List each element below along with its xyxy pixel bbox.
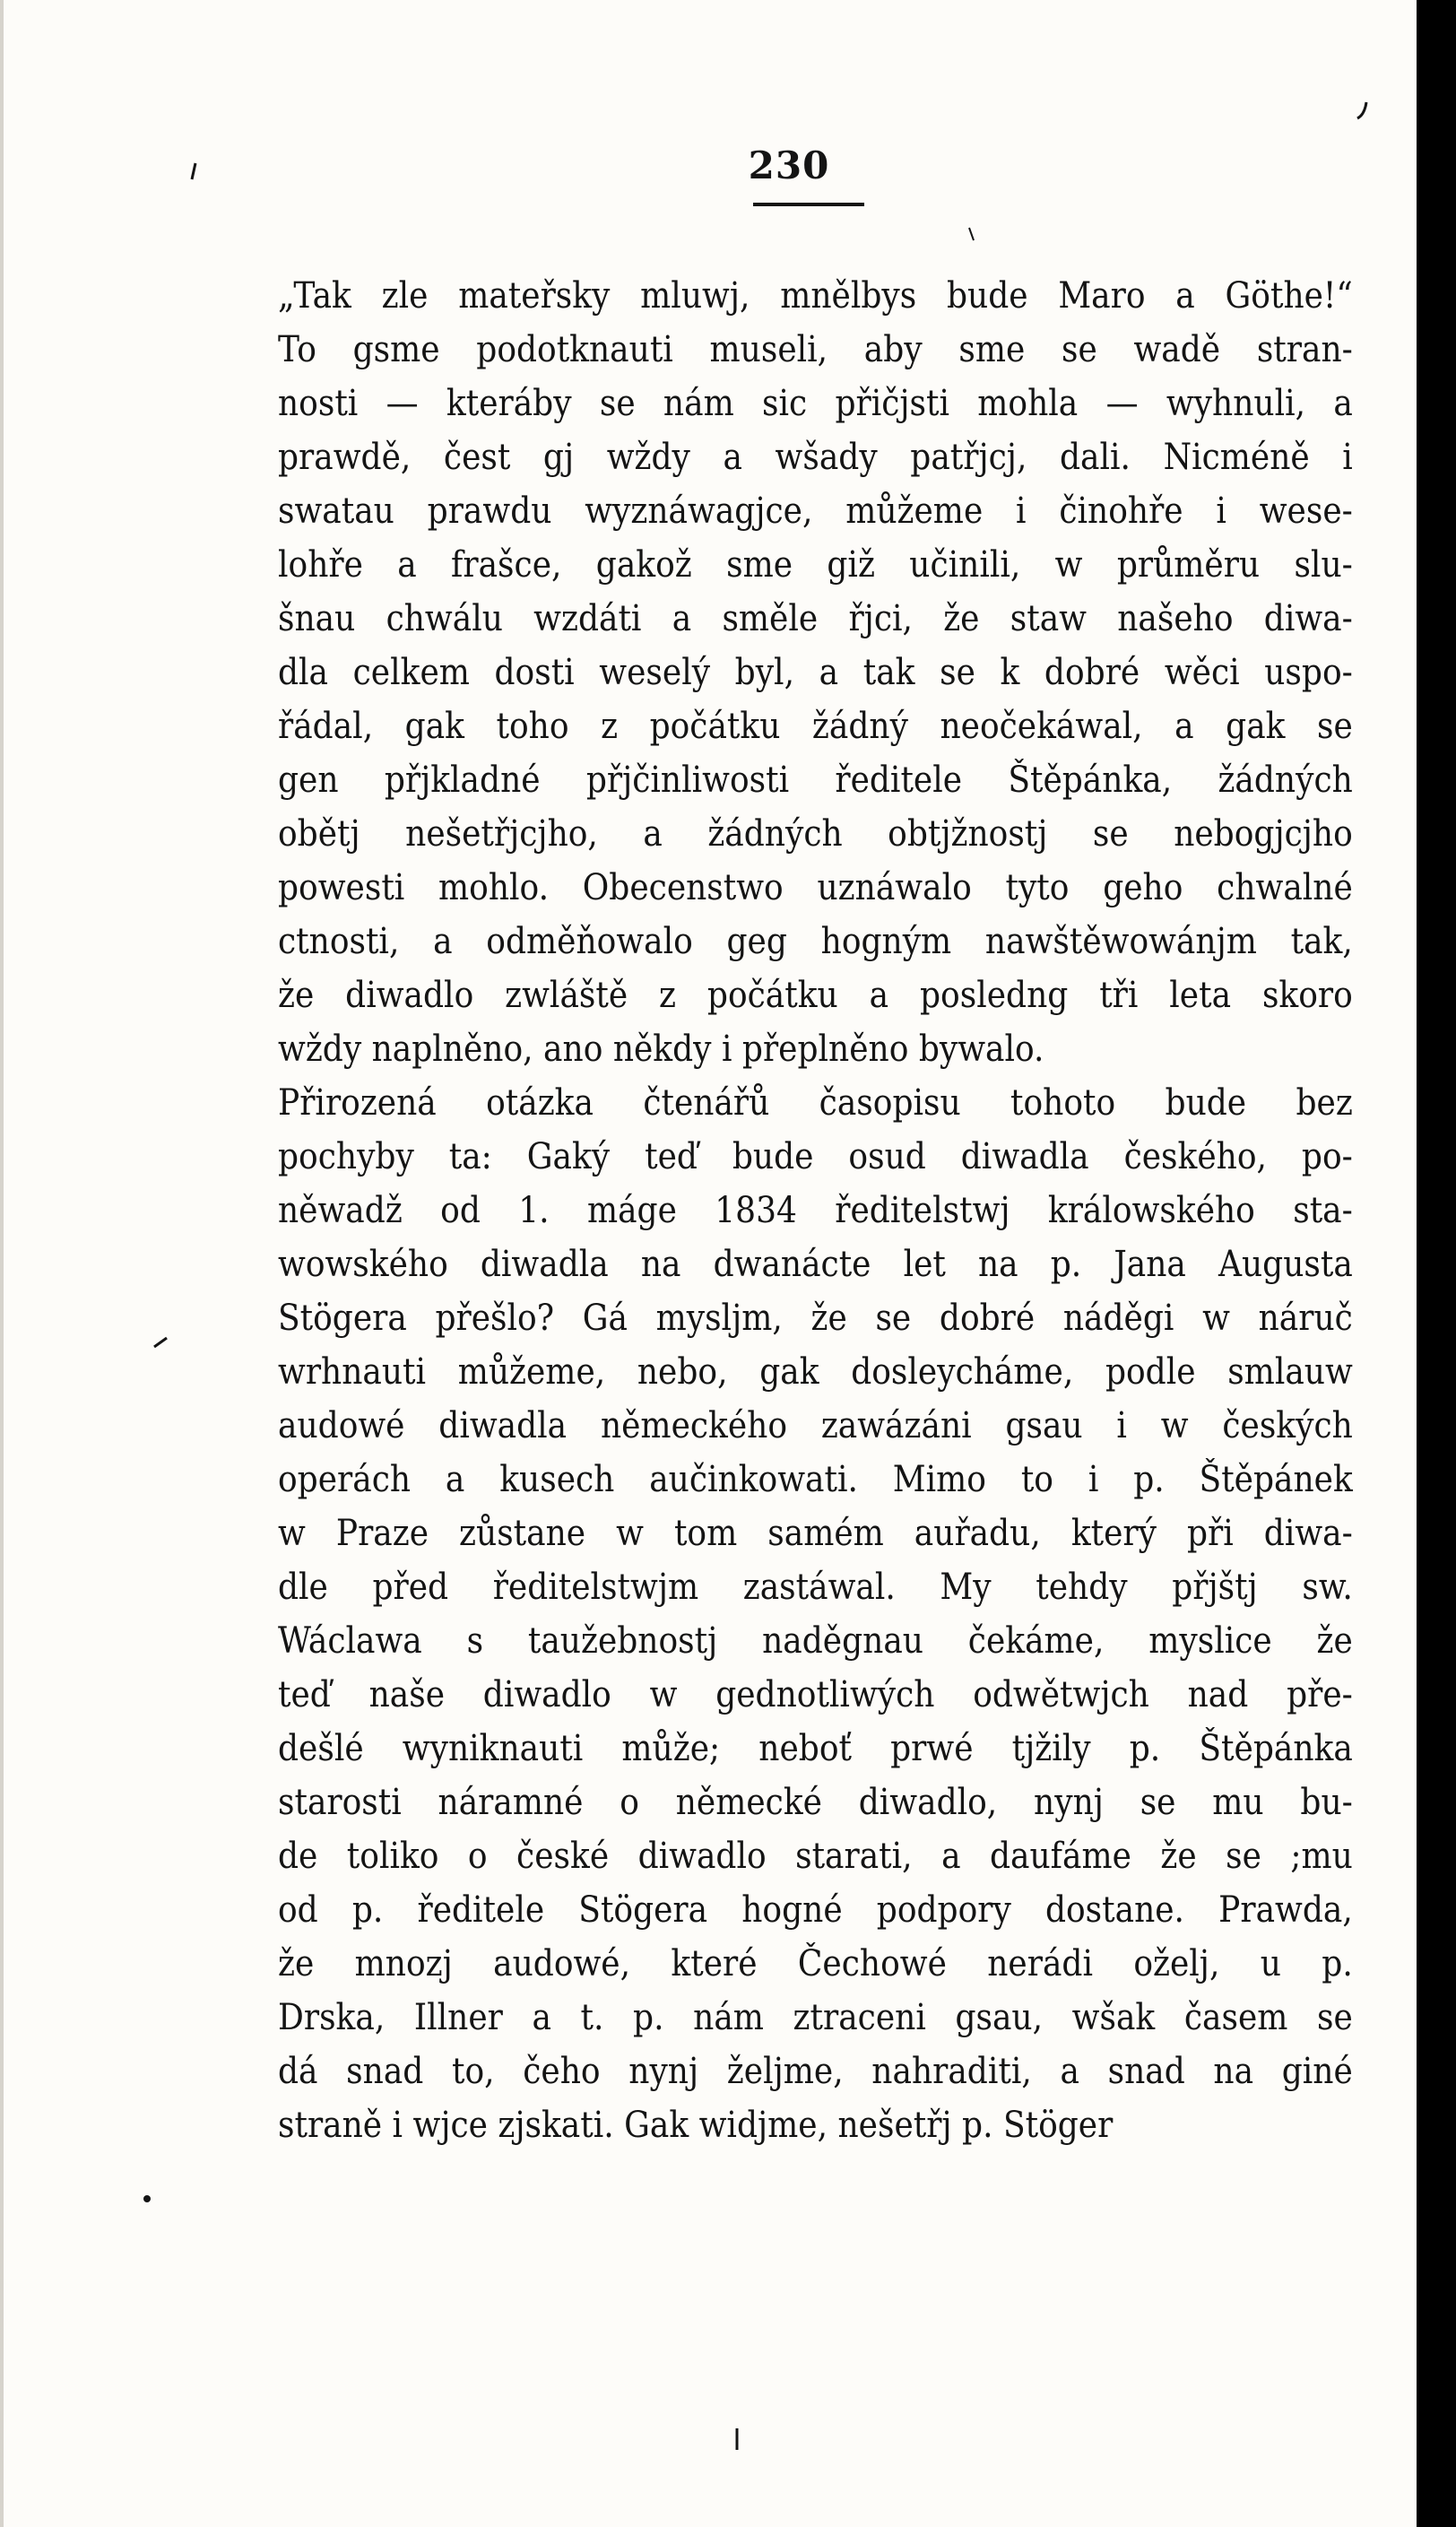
body-text xyxy=(278,269,1354,2152)
text-line: Wáclawa s taužebnostj naděgnau čekáme, myslice že xyxy=(278,1620,1353,1662)
text-line: dle před ředitelstwjm zastáwal. My tehdy přjštj sw. xyxy=(278,1567,1353,1608)
text-line: powesti mohlo. Obecenstwo uznáwalo tyto geho chwalné xyxy=(278,867,1353,908)
stray-mark xyxy=(1356,100,1370,122)
page-number-rule xyxy=(753,203,864,206)
text-line: Stögera přešlo? Gá mysljm, že se dobré náděgi w náruč xyxy=(278,1298,1353,1339)
text-line: „Tak zle mateřsky mluwj, mnělbys bude Maro a Göthe!“ xyxy=(278,275,1353,317)
text-line: že mnozj audowé, které Čechowé nerádi oželj, u p. xyxy=(278,1943,1353,1984)
text-line: wowského diwadla na dwanácte let na p. Jana Augusta xyxy=(278,1244,1353,1285)
left-edge-shadow xyxy=(0,0,13,2527)
scan-border-right xyxy=(1417,0,1456,2527)
text-line: wždy naplněno, ano někdy i přeplněno bywalo. xyxy=(278,1029,1044,1070)
text-line: od p. ředitele Stögera hogné podpory dostane. Prawda, xyxy=(278,1889,1353,1931)
page-number: 230 xyxy=(748,143,830,187)
text-line: straně i wjce zjskati. Gak widjme, nešetřj p. Stöger xyxy=(278,2105,1114,2146)
text-line: gen přjkladné přjčinliwosti ředitele Štěpánka, žádných xyxy=(278,760,1353,801)
text-line: lohře a frašce, gakož sme giž učinili, w průměru slu- xyxy=(278,544,1353,586)
text-line: řádal, gak toho z počátku žádný neočekáwal, a gak se xyxy=(278,706,1353,747)
text-line: šnau chwálu wzdáti a směle řjci, že staw našeho diwa- xyxy=(278,598,1353,639)
stray-mark xyxy=(733,2427,741,2452)
stray-mark xyxy=(188,161,199,183)
text-line: starosti náramné o německé diwadlo, nynj se mu bu- xyxy=(278,1782,1353,1823)
text-line: Drska, Illner a t. p. nám ztraceni gsau, wšak časem se xyxy=(278,1997,1353,2038)
text-line: wrhnauti můžeme, nebo, gak dosleycháme, podle smlauw xyxy=(278,1351,1353,1393)
text-line: w Praze zůstane w tom samém auřadu, který při diwa- xyxy=(278,1513,1353,1554)
text-line: ctnosti, a odměňowalo geg hogným nawštěwowánjm tak, xyxy=(278,921,1353,962)
text-line: audowé diwadla německého zawázáni gsau i w českých xyxy=(278,1405,1353,1446)
text-line: dá snad to, čeho nynj željme, nahraditi, a snad na giné xyxy=(278,2051,1353,2092)
text-line: že diwadlo zwláště z počátku a posledng tři leta skoro xyxy=(278,975,1353,1016)
text-line: de toliko o české diwadlo starati, a daufáme že se ;mu xyxy=(278,1836,1353,1877)
text-line: swatau prawdu wyznáwagjce, můžeme i činohře i wese- xyxy=(278,491,1353,532)
text-line: prawdě, čest gj wždy a wšady patřjcj, dali. Nicméně i xyxy=(278,437,1353,478)
text-line: Přirozená otázka čtenářů časopisu tohoto bude bez xyxy=(278,1082,1353,1124)
text-line: dešlé wyniknauti může; neboť prwé tjžily p. Štěpánka xyxy=(278,1728,1353,1769)
text-line: něwadž od 1. máge 1834 ředitelstwj králowského sta- xyxy=(278,1190,1353,1231)
stray-mark xyxy=(966,226,977,244)
text-line: operách a kusech aučinkowati. Mimo to i p. Štěpánek xyxy=(278,1459,1353,1500)
stray-mark xyxy=(152,1336,169,1349)
text-line: obětj nešetřjcjho, a žádných obtjžnostj se nebogjcjho xyxy=(278,813,1353,855)
text-line: To gsme podotknauti museli, aby sme se wadě stran- xyxy=(278,329,1353,370)
text-line: nosti — kteráby se nám sic přičjsti mohla — wyhnuli, a xyxy=(278,383,1353,424)
text-line: teď naše diwadlo w gednotliwých odwětwjch nad pře- xyxy=(278,1674,1353,1715)
text-line: dla celkem dosti weselý byl, a tak se k dobré wěci uspo- xyxy=(278,652,1353,693)
stray-mark xyxy=(142,2193,152,2204)
text-line: pochyby ta: Gaký teď bude osud diwadla českého, po- xyxy=(278,1136,1353,1177)
